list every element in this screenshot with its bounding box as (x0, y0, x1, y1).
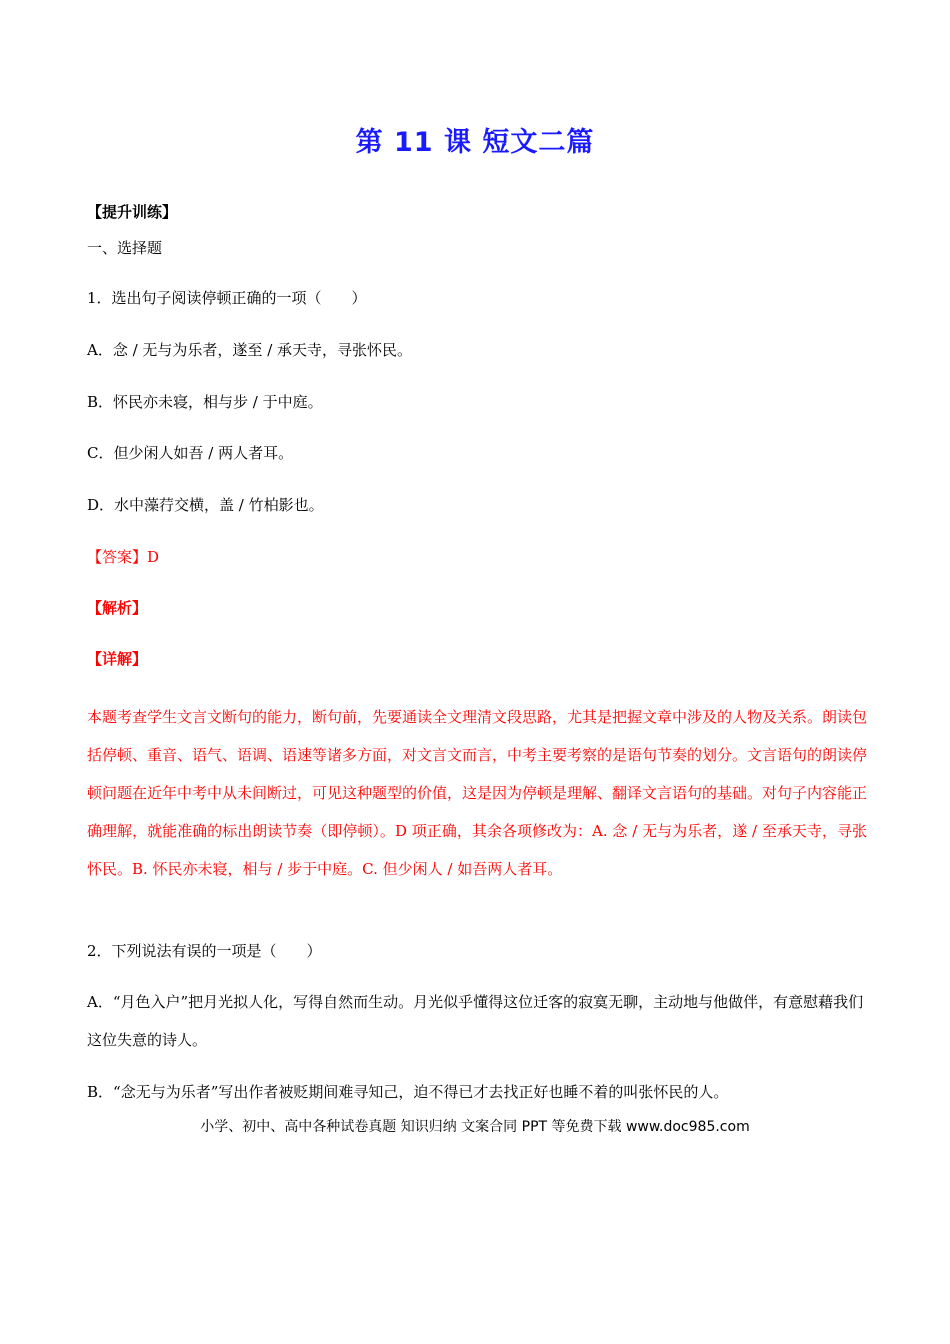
detail-label: 【详解】 (87, 650, 148, 668)
analysis-label: 【解析】 (87, 599, 148, 617)
question-1-stem: 1．选出句子阅读停顿正确的一项（ ） (87, 289, 367, 307)
answer-line (87, 547, 159, 567)
question-2-option-a: A．“月色入户”把月光拟人化，写得自然而生动。月光似乎懂得这位迁客的寂寞无聊，主动地与他做伴，有意慰藉我们这位失意的诗人。 (87, 993, 864, 1049)
answer-value: D (147, 548, 160, 566)
page-footer: 小学、初中、高中各种试卷真题 知识归纳 文案合同 PPT 等免费下载 www.doc985.com (200, 1119, 750, 1135)
question-1-option-b: B．怀民亦未寝，相与步 / 于中庭。 (87, 393, 323, 411)
question-1-option-a: A．念 / 无与为乐者，遂至 / 承天寺，寻张怀民。 (87, 341, 413, 359)
section-type: 一、选择题 (87, 239, 163, 257)
answer-label: 【答案】 (87, 548, 148, 566)
section-header: 【提升训练】 (87, 203, 178, 221)
detail-text: 本题考查学生文言文断句的能力，断句前，先要通读全文理清文段思路，尤其是把握文章中涉及的人物及关系。朗读包括停顿、重音、语气、语调、语速等诸多方面，对文言文而言，中考主要考察的是语句节奏的划分。文言语句的朗读停顿问题在近年中考中从未间断过，可见这种题型的价值，这是因为停顿是理解、翻译文言语句的基础。对句子内容能正确理解，就能准确的标出朗读节奏（即停顿）。D 项正确，其余各项修改为：A. 念 / 无与为乐者，遂 / 至承天寺，寻张怀民。B. 怀民亦未寝，相与 / 步于中庭。C. 但少闲人 / 如吾两人者耳。 (87, 708, 868, 878)
question-2-option-b: B．“念无与为乐者”写出作者被贬期间难寻知己，迫不得已才去找正好也睡不着的叫张怀民的人。 (87, 1083, 729, 1101)
question-2-stem: 2．下列说法有误的一项是（ ） (87, 942, 322, 960)
page-title: 第 11 课 短文二篇 (355, 127, 595, 158)
question-1-option-c: C．但少闲人如吾 / 两人者耳。 (87, 444, 294, 462)
question-1-option-d: D．水中藻荇交横，盖 / 竹柏影也。 (87, 496, 324, 514)
